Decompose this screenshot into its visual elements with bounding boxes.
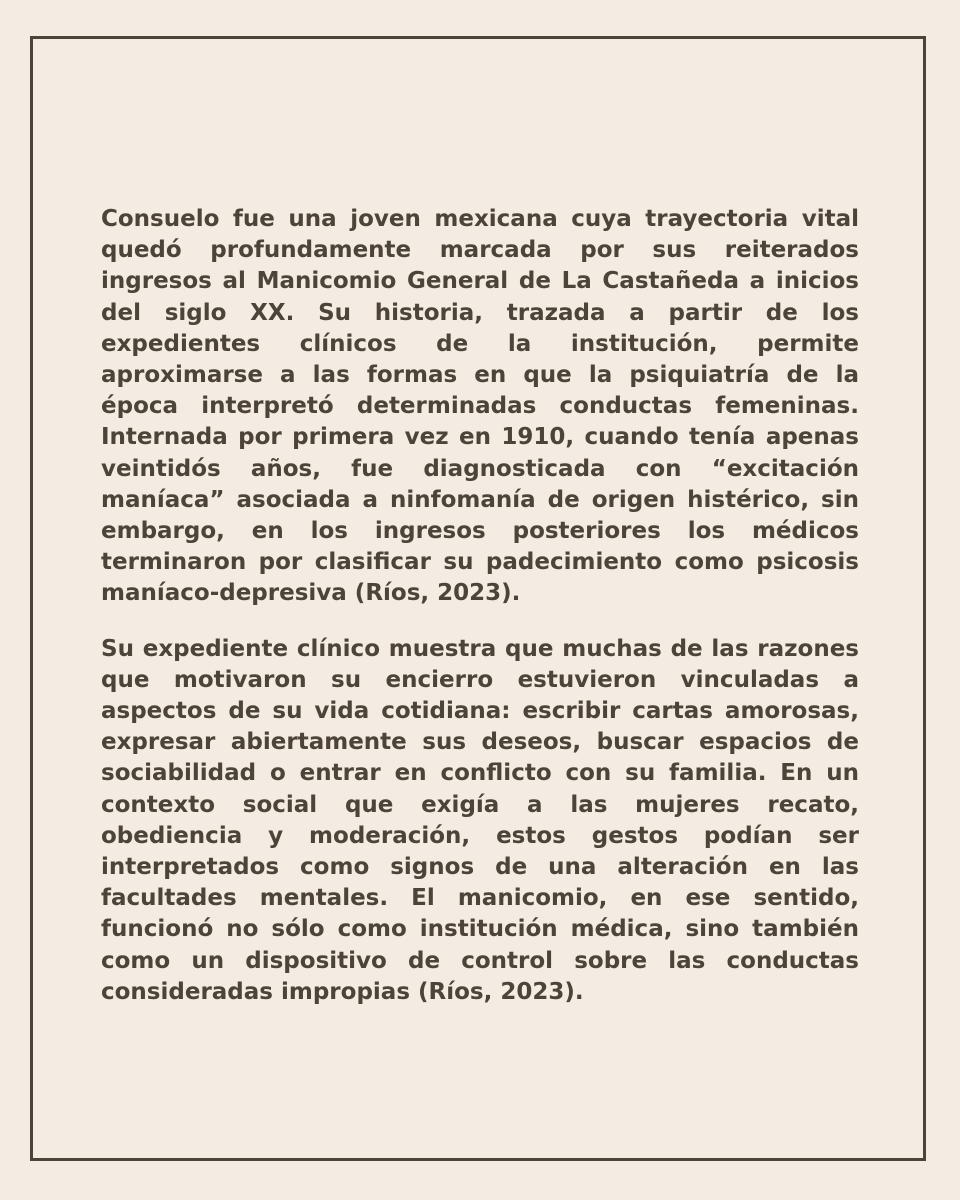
paragraph-2: Su expediente clínico muestra que muchas de las razones que motivaron su encierro estuvieron vinculadas a aspectos de su vida cotidiana: escribir cartas amorosas, expresar abiertamente sus deseos, buscar espacios de sociabilidad o entrar en conflicto con su familia. En un contexto social que exigía a las mujeres recato, obediencia y moderación, estos gestos podían ser interpretados como signos de una alteración en las facultades mentales. El manicomio, en ese sentido, funcionó no sólo como institución médica, sino también como un dispositivo de control sobre las conductas consideradas impropias (Ríos, 2023).: [101, 635, 859, 1005]
body-text: [101, 204, 859, 1008]
paragraph-1: Consuelo fue una joven mexicana cuya trayectoria vital quedó profundamente marcada por sus reiterados ingresos al Manicomio General de La Castañeda a inicios del siglo XX. Su historia, trazada a partir de los expedientes clínicos de la institución, permite aproximarse a las formas en que la psiquiatría de la época interpretó determinadas conductas femeninas. Internada por primera vez en 1910, cuando tenía apenas veintidós años, fue diagnosticada con “excitación maníaca” asociada a ninfomanía de origen histérico, sin embargo, en los ingresos posteriores los médicos terminaron por clasificar su padecimiento como psicosis maníaco-depresiva (Ríos, 2023).: [101, 206, 859, 607]
